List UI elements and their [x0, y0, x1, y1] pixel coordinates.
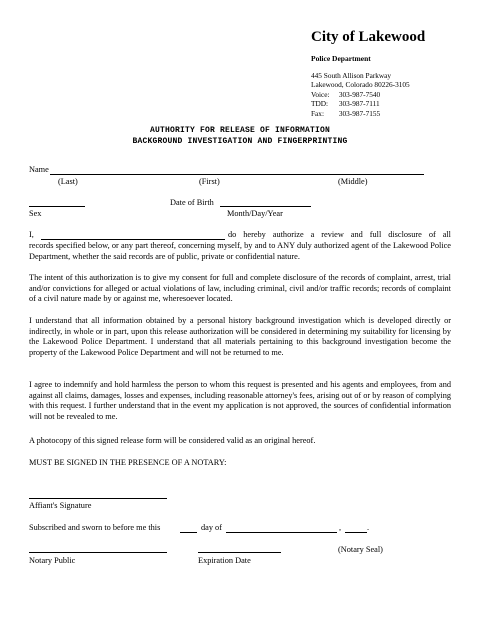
- fax-number: 303-987-7155: [338, 108, 381, 118]
- paragraph-intent: The intent of this authorization is to give my consent for full and complete disclosure of the records of complaint, arrest, trial and/or convictions for alleged or actual violations of law, including criminal, civil and/or traffic records; records of complaint of a civil nature made by or against me, wheresoever located.: [29, 273, 451, 304]
- last-name-caption: (Last): [58, 177, 78, 186]
- voice-line: [311, 90, 410, 99]
- notary-public-signature-line[interactable]: [29, 552, 167, 553]
- notary-seal-label: (Notary Seal): [338, 545, 383, 554]
- sex-input-line[interactable]: [29, 206, 85, 207]
- sworn-text-a: Subscribed and sworn to before me this: [29, 523, 161, 532]
- sworn-text-c: ,: [339, 523, 342, 532]
- applicant-name-input-line[interactable]: [41, 239, 225, 240]
- fax-label: Fax:: [311, 108, 324, 118]
- tdd-number: 303-987-7111: [338, 99, 380, 109]
- address-line-2: Lakewood, Colorado 80226-3105: [311, 80, 410, 90]
- voice-label: Voice:: [311, 89, 330, 99]
- dob-label: Date of Birth: [170, 198, 214, 207]
- sworn-text-d: .: [367, 523, 370, 532]
- sex-label: Sex: [29, 209, 42, 218]
- department-name: Police Department: [311, 54, 371, 63]
- sworn-day-input-line[interactable]: [180, 532, 197, 533]
- sworn-month-input-line[interactable]: [226, 532, 337, 533]
- dob-format-caption: Month/Day/Year: [227, 209, 283, 218]
- notary-public-label: Notary Public: [29, 556, 76, 565]
- name-input-line[interactable]: [50, 174, 424, 175]
- tdd-line: [311, 99, 410, 108]
- sworn-text-b: day of: [201, 523, 222, 532]
- first-name-caption: (First): [199, 177, 220, 186]
- affiant-signature-label: Affiant's Signature: [29, 501, 92, 510]
- p1-start: I,: [29, 230, 34, 239]
- name-label: Name: [29, 165, 49, 174]
- form-title-line-1: AUTHORITY FOR RELEASE OF INFORMATION: [149, 126, 331, 135]
- expiration-date-input-line[interactable]: [198, 552, 281, 553]
- paragraph-photocopy: A photocopy of this signed release form will be considered valid as an original hereof.: [29, 436, 316, 445]
- address-block: [311, 71, 410, 118]
- paragraph-authorization: records specified below, or any part thereof, concerning myself, by and to ANY duly authorized agent of the Lakewood Police Department, whether the said records are of public, private or confidential nature.: [29, 241, 451, 261]
- voice-number: 303-987-7540: [338, 89, 381, 99]
- address-line-1: 445 South Allison Parkway: [311, 71, 392, 80]
- tdd-label: TDD:: [311, 99, 329, 109]
- paragraph-indemnify: I agree to indemnify and hold harmless the person to whom this request is presented and his agents and employees, from and against all claims, damages, losses and expenses, including reasonable attorney's fees, arising out of or by reason of complying with this request. I further understand that in the event my application is not approved, the sources of confidential information will not be revealed to me.: [29, 380, 451, 421]
- affiant-signature-line[interactable]: [29, 498, 167, 499]
- city-name: City of Lakewood: [311, 29, 426, 45]
- sworn-year-input-line[interactable]: [345, 532, 367, 533]
- middle-name-caption: (Middle): [338, 177, 368, 186]
- p1-rest: do hereby authorize a review and full disclosure of all: [228, 230, 451, 239]
- paragraph-understanding: I understand that all information obtained by a personal history background investigation which is developed directly or indirectly, in whole or in part, upon this release authorization will be considered in determining my suitability for licensing by the Lakewood Police Department. I understand that all materials pertaining to this background investigation become the property of the Lakewood Police Department and will not be returned to me.: [29, 316, 451, 357]
- notary-instruction: MUST BE SIGNED IN THE PRESENCE OF A NOTARY:: [29, 458, 227, 467]
- fax-line: [311, 109, 410, 118]
- form-title-line-2: BACKGROUND INVESTIGATION AND FINGERPRINTING: [132, 137, 348, 146]
- dob-input-line[interactable]: [220, 206, 311, 207]
- expiration-date-label: Expiration Date: [198, 556, 251, 565]
